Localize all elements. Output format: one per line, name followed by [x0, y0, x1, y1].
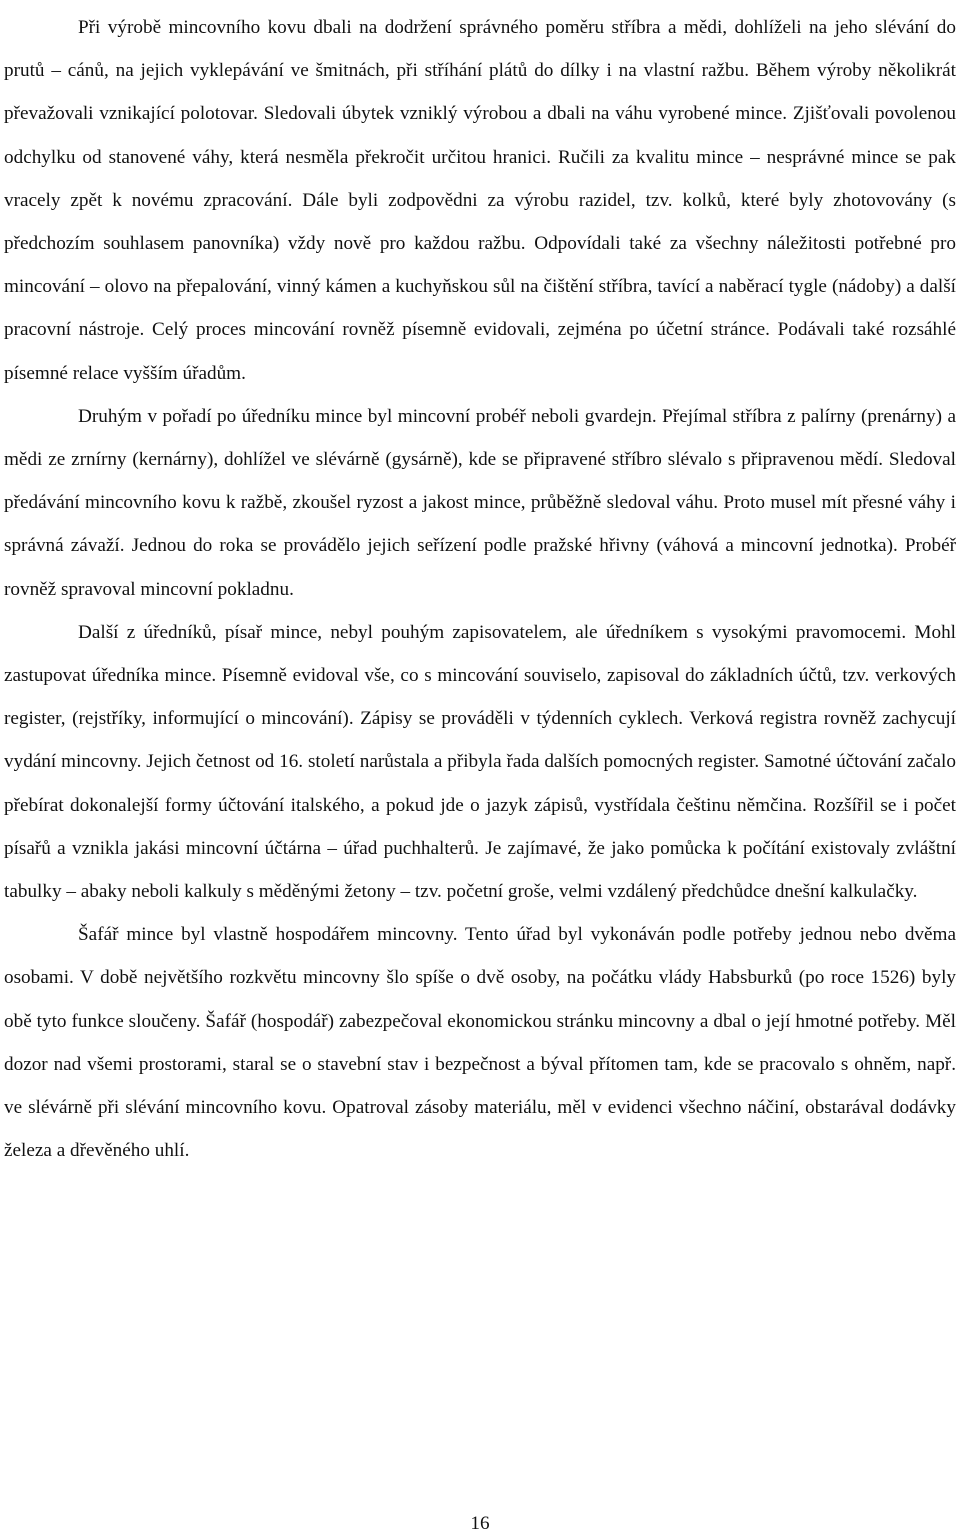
paragraph-mint-scribe: Další z úředníků, písař mince, nebyl pouhým zapisovatelem, ale úředníkem s vysokými pravomocemi. Mohl zastupovat úředníka mince. Písemně evidoval vše, co s mincování souviselo, zapisoval do základních účtů, tzv. verkových register, (rejstříky, informující o mincování). Zápisy se prováděli v týdenních cyklech. Verková registra rovněž zachycují vydání mincovny. Jejich četnost od 16. století narůstala a přibyla řada dalších pomocných register. Samotné účtování začalo přebírat dokonalejší formy účtování italského, a pokud jde o jazyk zápisů, vystřídala češtinu němčina. Rozšířil se i počet písařů a vznikla jakási mincovní účtárna – úřad puchhalterů. Je zajímavé, že jako pomůcka k počítání existovaly zvláštní tabulky – abaky neboli kalkuly s měděnými žetony – tzv. početní groše, velmi vzdálený předchůdce dnešní kalkulačky.: [4, 621, 956, 903]
page-number: 16: [470, 1513, 490, 1534]
paragraph-mint-officer-duties: Při výrobě mincovního kovu dbali na dodržení správného poměru stříbra a mědi, dohlíželi na jeho slévání do prutů – cánů, na jejich vyklepávání ve šmitnách, při stříhání plátů do dílky i na vlastní ražbu. Během výroby několikrát převažovali vznikající polotovar. Sledovali úbytek vzniklý výrobou a dbali na váhu vyrobené mince. Zjišťovali povolenou odchylku od stanovené váhy, která nesměla překročit určitou hranici. Ručili za kvalitu mince – nesprávné mince se pak vracely zpět k novému zpracování. Dále byli zodpovědni za výrobu razidel, tzv. kolků, které byly zhotovovány (s předchozím souhlasem panovníka) vždy nově pro každou ražbu. Odpovídali také za všechny náležitosti potřebné pro mincování – olovo na přepalování, vinný kámen a kuchyňskou sůl na čištění stříbra, tavící a naběrací tygle (nádoby) a další pracovní nástroje. Celý proces mincování rovněž písemně evidovali, zejména po účetní stránce. Podávali také rozsáhlé písemné relace vyšším úřadům.: [4, 17, 956, 384]
body-text: [4, 6, 956, 1172]
paragraph-assayer: Druhým v pořadí po úředníku mince byl mincovní probéř neboli gvardejn. Přejímal stříbra z palírny (prenárny) a mědi ze zrnírny (kernárny), dohlížel ve slévárně (gysárně), kde se připravené stříbro slévalo s připravenou mědí. Sledoval předávání mincovního kovu k ražbě, zkoušel ryzost a jakost mince, průběžně sledoval váhu. Proto musel mít přesné váhy i správná závaží. Jednou do roka se provádělo jejich seřízení podle pražské hřivny (váhová a mincovní jednotka). Probéř rovněž spravoval mincovní pokladnu.: [4, 405, 956, 600]
paragraph-mint-steward: Šafář mince byl vlastně hospodářem mincovny. Tento úřad byl vykonáván podle potřeby jednou nebo dvěma osobami. V době největšího rozkvětu mincovny šlo spíše o dvě osoby, na počátku vlády Habsburků (po roce 1526) byly obě tyto funkce sloučeny. Šafář (hospodář) zabezpečoval ekonomickou stránku mincovny a dbal o její hmotné potřeby. Měl dozor nad všemi prostorami, staral se o stavební stav i bezpečnost a býval přítomen tam, kde se pracovalo s ohněm, např. ve slévárně při slévání mincovního kovu. Opatroval zásoby materiálu, měl v evidenci všechno náčiní, obstarával dodávky železa a dřevěného uhlí.: [4, 924, 956, 1162]
